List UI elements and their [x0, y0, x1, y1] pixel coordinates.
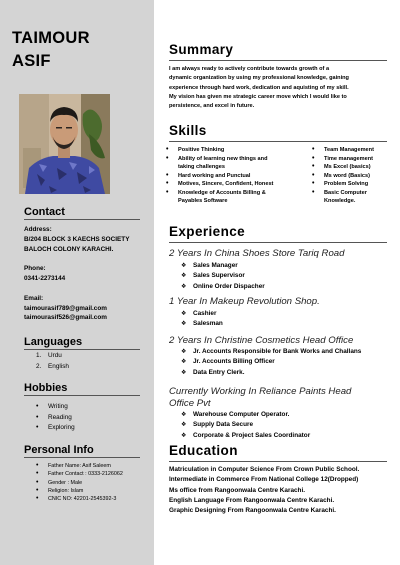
hobby-item: • Writing [36, 402, 75, 413]
personal-info-item: • Gender : Male [36, 479, 123, 487]
job-title: 2 Years In Christine Cosmetics Head Office [169, 335, 354, 346]
hobbies-divider [24, 395, 140, 396]
personal-info-item: • Religion: Islam [36, 487, 123, 495]
experience-divider [169, 242, 387, 243]
duty-item: ❖ Sales Manager [181, 261, 265, 271]
skill-item: • Team Management [312, 146, 392, 155]
duty-item: ❖ Jr. Accounts Billing Officer [181, 357, 361, 367]
duty-item: ❖ Salesman [181, 319, 223, 329]
summary-heading: Summary [169, 42, 234, 57]
education-item: Intermediate in Commerce From National College 12(Dropped) [169, 476, 359, 484]
email-1[interactable]: taimourasif789@gmail.com [24, 305, 107, 312]
job-duties [181, 347, 361, 378]
duty-item: ❖ Data Entry Clerk. [181, 368, 361, 378]
duty-item: ❖ Warehouse Computer Operator. [181, 410, 310, 420]
education-list [169, 465, 389, 516]
education-item: Matriculation in Computer Science From Crown Public School. [169, 466, 360, 473]
personal-info-heading: Personal Info [24, 444, 94, 456]
email-label: Email: [24, 295, 44, 302]
skill-item: • Ability of learning new things and taking challenges [166, 155, 306, 172]
skill-item: • Ms word (Basics) [312, 172, 392, 181]
name-first: TAIMOUR [12, 29, 90, 47]
job-title: Currently Working In Reliance Paints Head [169, 386, 352, 397]
education-item: English Language From Rangoonwala Centre Karachi. [169, 496, 335, 504]
job-duties [181, 410, 310, 441]
summary-text: I am always ready to actively contribute towards growth of a dynamic organization by using my professional knowledge, gaining experience through hard work, dedication and aquisting of my skill. My vision has given me strategic career move which I would like to persistence, and excel in future. [169, 66, 349, 110]
languages-list [36, 351, 69, 372]
contact-heading: Contact [24, 206, 65, 218]
duty-item: ❖ Sales Supervisor [181, 271, 265, 281]
hobby-item: • Reading [36, 413, 75, 424]
skill-item: • Hard working and Punctual [166, 172, 306, 181]
duty-item: ❖ Online Order Dispacher [181, 282, 265, 292]
education-item: Ms office from Rangoonwala Centre Karachi. [169, 486, 306, 494]
skills-list-left [166, 146, 306, 206]
personal-info-item: • Father Contact : 0333-2126062 [36, 470, 123, 478]
skill-item: • Knowledge of Accounts Billing & Payables Software [166, 189, 306, 206]
education-heading: Education [169, 443, 238, 458]
personal-info-divider [24, 457, 140, 458]
personal-info-list [36, 462, 123, 503]
education-item: Graphic Designing From Rangoonwala Centre Karachi. [169, 507, 336, 515]
personal-info-item: • CNIC NO: 42201-2545392-3 [36, 495, 123, 503]
skill-item: • Problem Solving [312, 180, 392, 189]
skill-item: • Positive Thinking [166, 146, 306, 155]
languages-heading: Languages [24, 336, 83, 348]
hobby-item: • Exploring [36, 423, 75, 434]
job-duties [181, 261, 265, 292]
language-item: 2. English [36, 362, 69, 370]
address-line-2: BALOCH COLONY KARACHI. [24, 246, 114, 253]
contact-divider [24, 219, 140, 220]
duty-item: ❖ Supply Data Secure [181, 420, 310, 430]
hobbies-heading: Hobbies [24, 382, 68, 394]
job-title-continued: Office Pvt [169, 398, 211, 409]
profile-photo [19, 94, 110, 194]
email-2[interactable]: taimourasif526@gmail.com [24, 314, 107, 321]
skill-item: • Motives, Sincere, Confident, Honest [166, 180, 306, 189]
duty-item: ❖ Jr. Accounts Responsible for Bank Works and Challans [181, 347, 361, 357]
duty-item: ❖ Corporate & Project Sales Coordinator [181, 431, 310, 441]
skills-heading: Skills [169, 123, 207, 138]
experience-heading: Experience [169, 224, 246, 239]
hobbies-list [36, 402, 75, 434]
job-title: 1 Year In Makeup Revolution Shop. [169, 296, 320, 307]
personal-info-item: • Father Name: Asif Saleem [36, 462, 123, 470]
job-title: 2 Years In China Shoes Store Tariq Road [169, 248, 345, 259]
education-divider [169, 461, 387, 462]
skill-item: • Ms Excel (basics) [312, 163, 392, 172]
phone-value: 0341-2273144 [24, 275, 66, 282]
address-label: Address: [24, 226, 52, 233]
skill-item: • Time management [312, 155, 392, 164]
language-item: 1. Urdu [36, 352, 62, 359]
address-line-1: B/204 BLOCK 3 KAECHS SOCIETY [24, 236, 130, 243]
summary-divider [169, 60, 387, 61]
skills-divider [169, 141, 387, 142]
job-duties [181, 309, 223, 330]
languages-divider [24, 349, 140, 350]
name-last: ASIF [12, 52, 51, 70]
duty-item: ❖ Cashier [181, 309, 223, 319]
skill-item: • Basic Computer Knowledge. [312, 189, 392, 206]
phone-label: Phone: [24, 265, 46, 272]
skills-list-right [312, 146, 392, 206]
